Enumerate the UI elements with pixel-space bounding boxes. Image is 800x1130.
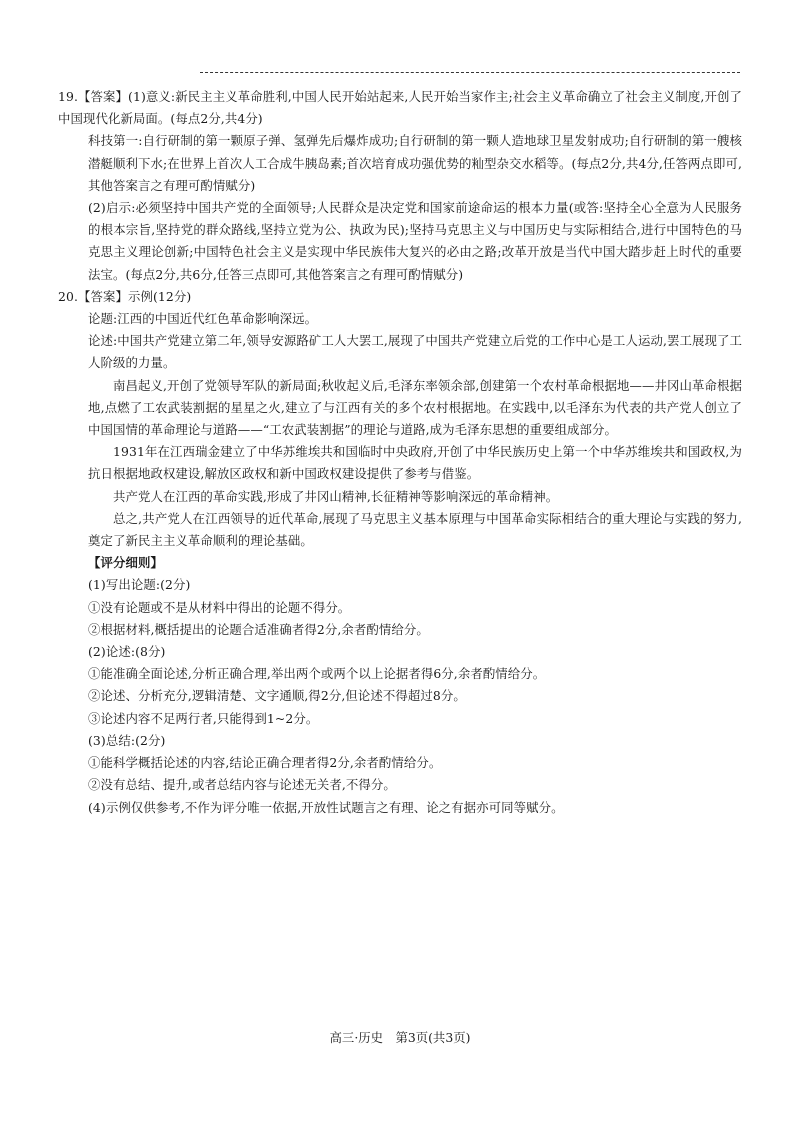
question-19 — [58, 86, 742, 286]
scoring-rules-list — [62, 574, 742, 818]
scoring-rule: ②论述、分析充分,逻辑清楚、文字通顺,得2分,但论述不得超过8分。 — [88, 688, 466, 704]
scoring-rule: (3)总结:(2分) — [88, 732, 166, 748]
scoring-rule: ①能科学概括论述的内容,结论正确合理者得2分,余者酌情给分。 — [88, 755, 442, 771]
scoring-rule: ②没有总结、提升,或者总结内容与论述无关者,不得分。 — [88, 777, 396, 793]
scoring-rules-title: 【评分细则】 — [88, 555, 163, 571]
page-footer: 高三·历史 第3页(共3页) — [329, 1030, 471, 1045]
q20-paragraph-summary: 总之,共产党人在江西领导的近代革命,展现了马克思主义基本原理与中国革命实际相结合的重大理论与实践的努力,奠定了新民主主义革命顺利的理论基础。 — [88, 510, 742, 549]
question-20 — [58, 286, 742, 819]
scoring-rule: ①没有论题或不是从材料中得出的论题不得分。 — [88, 599, 351, 615]
scoring-rule: ①能准确全面论述,分析正确合理,举出两个或两个以上论据者得6分,余者酌情给分。 — [88, 666, 546, 682]
q20-answer-line: 20.【答案】示例(12分) — [58, 288, 192, 304]
q20-topic: 论题:江西的中国近代红色革命影响深远。 — [88, 311, 318, 327]
q20-paragraph-ruijin: 1931年在江西瑞金建立了中华苏维埃共和国临时中央政府,开创了中华民族历史上第一个中华苏维埃共和国政权,为抗日根据地政权建设,解放区政权和新中国政权建设提供了参考与借鉴。 — [88, 444, 742, 482]
scoring-rule: (2)论述:(8分) — [88, 644, 166, 660]
scoring-rule: (4)示例仅供参考,不作为评分唯一依据,开放性试题言之有理、论之有据亦可同等赋分。 — [88, 799, 564, 815]
q19-inspiration-paragraph: (2)启示:必须坚持中国共产党的全面领导;人民群众是决定党和国家前途命运的根本力量(或答:坚持全心全意为人民服务的根本宗旨,坚持党的群众路线,坚持立党为公、执政为民);坚持马克思主义与中国历史与实际相结合,进行中国特色的马克思主义理论创新;中国特色社会主义是实现中华民族伟大复兴的必由之路;改革开放是当代中国大踏步赶上时代的重要法宝。(每点2分,共6分,任答三点即可,其他答案言之有理可酌情赋分) — [88, 200, 742, 282]
answer-content — [58, 86, 742, 819]
q19-answer-line: 19.【答案】(1)意义:新民主主义革命胜利,中国人民开始站起来,人民开始当家作主;社会主义革命确立了社会主义制度,开创了中国现代化新局面。(每点2分,共4分) — [58, 89, 742, 127]
q20-argument: 论述:中国共产党建立第二年,领导安源路矿工人大罢工,展现了中国共产党建立后党的工作中心是工人运动,罢工展现了工人阶级的力量。 — [88, 333, 742, 371]
scoring-rule: ②根据材料,概括提出的论题合适准确者得2分,余者酌情给分。 — [88, 621, 429, 637]
top-dashed-rule — [200, 72, 740, 73]
scoring-rule: (1)写出论题:(2分) — [88, 577, 191, 593]
q20-paragraph-spirit: 共产党人在江西的革命实践,形成了井冈山精神,长征精神等影响深远的革命精神。 — [113, 488, 559, 504]
q19-tech-paragraph: 科技第一:自行研制的第一颗原子弹、氢弹先后爆炸成功;自行研制的第一颗人造地球卫星发射成功;自行研制的第一艘核潜艇顺利下水;在世界上首次人工合成牛胰岛素;首次培育成功强优势的籼型杂交水稻等。(每点2分,共4分,任答两点即可,其他答案言之有理可酌情赋分) — [88, 133, 742, 193]
q20-paragraph-nanchang: 南昌起义,开创了党领导军队的新局面;秋收起义后,毛泽东率领余部,创建第一个农村革命根据地——井冈山革命根据地,点燃了工农武装割据的星星之火,建立了与江西有关的多个农村根据地。在实践中,以毛泽东为代表的共产党人创立了中国国情的革命理论与道路——“工农武装割据”的理论与道路,成为毛泽东思想的重要组成部分。 — [88, 377, 742, 438]
scoring-rule: ③论述内容不足两行者,只能得到1~2分。 — [88, 710, 319, 726]
